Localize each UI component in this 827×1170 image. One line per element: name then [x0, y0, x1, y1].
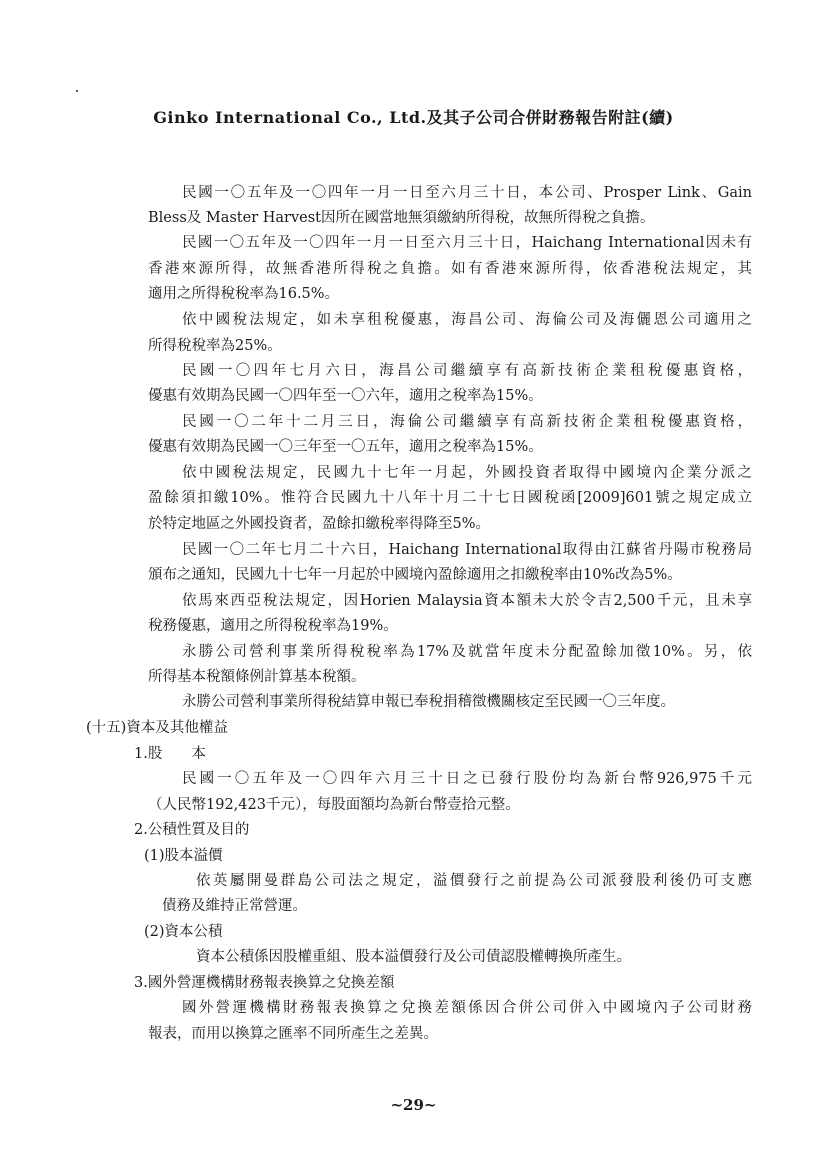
paragraph-line: 依英屬開曼群島公司法之規定，溢價發行之前提為公司派發股利後仍可支應 — [196, 873, 752, 889]
paragraph-line: Bless及 Master Harvest因所在國當地無須繳納所得稅，故無所得稅之負擔。 — [148, 210, 655, 226]
paragraph-line: 於特定地區之外國投資者，盈餘扣繳稅率得降至5%。 — [148, 516, 491, 532]
subsection-heading: 2.公積性質及目的 — [134, 822, 250, 838]
paragraph-line: 民國一〇四年七月六日，海昌公司繼續享有高新技術企業租稅優惠資格， — [182, 363, 752, 379]
paragraph-line: 民國一〇五年及一〇四年一月一日至六月三十日，Haichang International因未有 — [182, 235, 752, 251]
subsection-heading: 3.國外營運機構財務報表換算之兌換差額 — [134, 975, 395, 991]
paragraph-line: 民國一〇二年七月二十六日，Haichang International取得由江蘇省丹陽市稅務局 — [182, 542, 752, 558]
paragraph-line: （人民幣192,423千元），每股面額均為新台幣壹拾元整。 — [148, 797, 520, 813]
scan-speck — [76, 90, 78, 92]
page-number: ~29~ — [390, 1096, 437, 1114]
paragraph-line: 債務及維持正常營運。 — [162, 898, 307, 914]
paragraph-line: 永勝公司營利事業所得稅稅率為17%及就當年度未分配盈餘加徵10%。另，依 — [182, 644, 752, 660]
paragraph-line: 優惠有效期為民國一〇三年至一〇五年，適用之稅率為15%。 — [148, 439, 543, 455]
paragraph-line: 適用之所得稅稅率為16.5%。 — [148, 286, 340, 302]
paragraph-line: 資本公積係因股權重組、股本溢價發行及公司債認股權轉換所產生。 — [196, 949, 631, 965]
paragraph-line: 香港來源所得，故無香港所得稅之負擔。如有香港來源所得，依香港稅法規定，其 — [148, 261, 752, 277]
paragraph-line: 民國一〇二年十二月三日，海倫公司繼續享有高新技術企業租稅優惠資格， — [182, 414, 752, 430]
paragraph-line: 所得稅稅率為25%。 — [148, 338, 282, 354]
section-heading: (十五)資本及其他權益 — [86, 720, 228, 736]
paragraph-line: 民國一〇五年及一〇四年一月一日至六月三十日，本公司、Prosper Link、Gain — [182, 185, 752, 201]
paragraph-line: 依中國稅法規定，民國九十七年一月起，外國投資者取得中國境內企業分派之 — [182, 465, 752, 481]
paragraph-line: 稅務優惠，適用之所得稅稅率為19%。 — [148, 618, 398, 634]
paragraph-line: 盈餘須扣繳10%。惟符合民國九十八年十月二十七日國稅函[2009]601號之規定成立 — [148, 490, 752, 506]
paragraph-line: 優惠有效期為民國一〇四年至一〇六年，適用之稅率為15%。 — [148, 388, 543, 404]
paragraph-line: 報表，而用以換算之匯率不同所產生之差異。 — [148, 1026, 438, 1042]
item-heading: (2)資本公積 — [144, 924, 223, 940]
subsection-heading: 1.股 本 — [134, 746, 206, 762]
paragraph-line: 頒布之通知，民國九十七年一月起於中國境內盈餘適用之扣繳稅率由10%改為5%。 — [148, 567, 682, 583]
paragraph-line: 所得基本稅額條例計算基本稅額。 — [148, 669, 366, 685]
page-header: Ginko International Co., Ltd.及其子公司合併財務報告附註(續) — [153, 108, 674, 127]
paragraph-line: 民國一〇五年及一〇四年六月三十日之已發行股份均為新台幣926,975千元 — [182, 771, 752, 787]
paragraph-line: 依中國稅法規定，如未享租稅優惠，海昌公司、海倫公司及海儷恩公司適用之 — [182, 312, 752, 328]
paragraph-line: 國外營運機構財務報表換算之兌換差額係因合併公司併入中國境內子公司財務 — [182, 1000, 752, 1016]
paragraph-line: 依馬來西亞稅法規定，因Horien Malaysia資本額未大於令吉2,500千元，且未享 — [182, 593, 752, 609]
item-heading: (1)股本溢價 — [144, 848, 223, 864]
paragraph-line: 永勝公司營利事業所得稅結算申報已奉稅捐稽徵機關核定至民國一〇三年度。 — [182, 694, 675, 710]
